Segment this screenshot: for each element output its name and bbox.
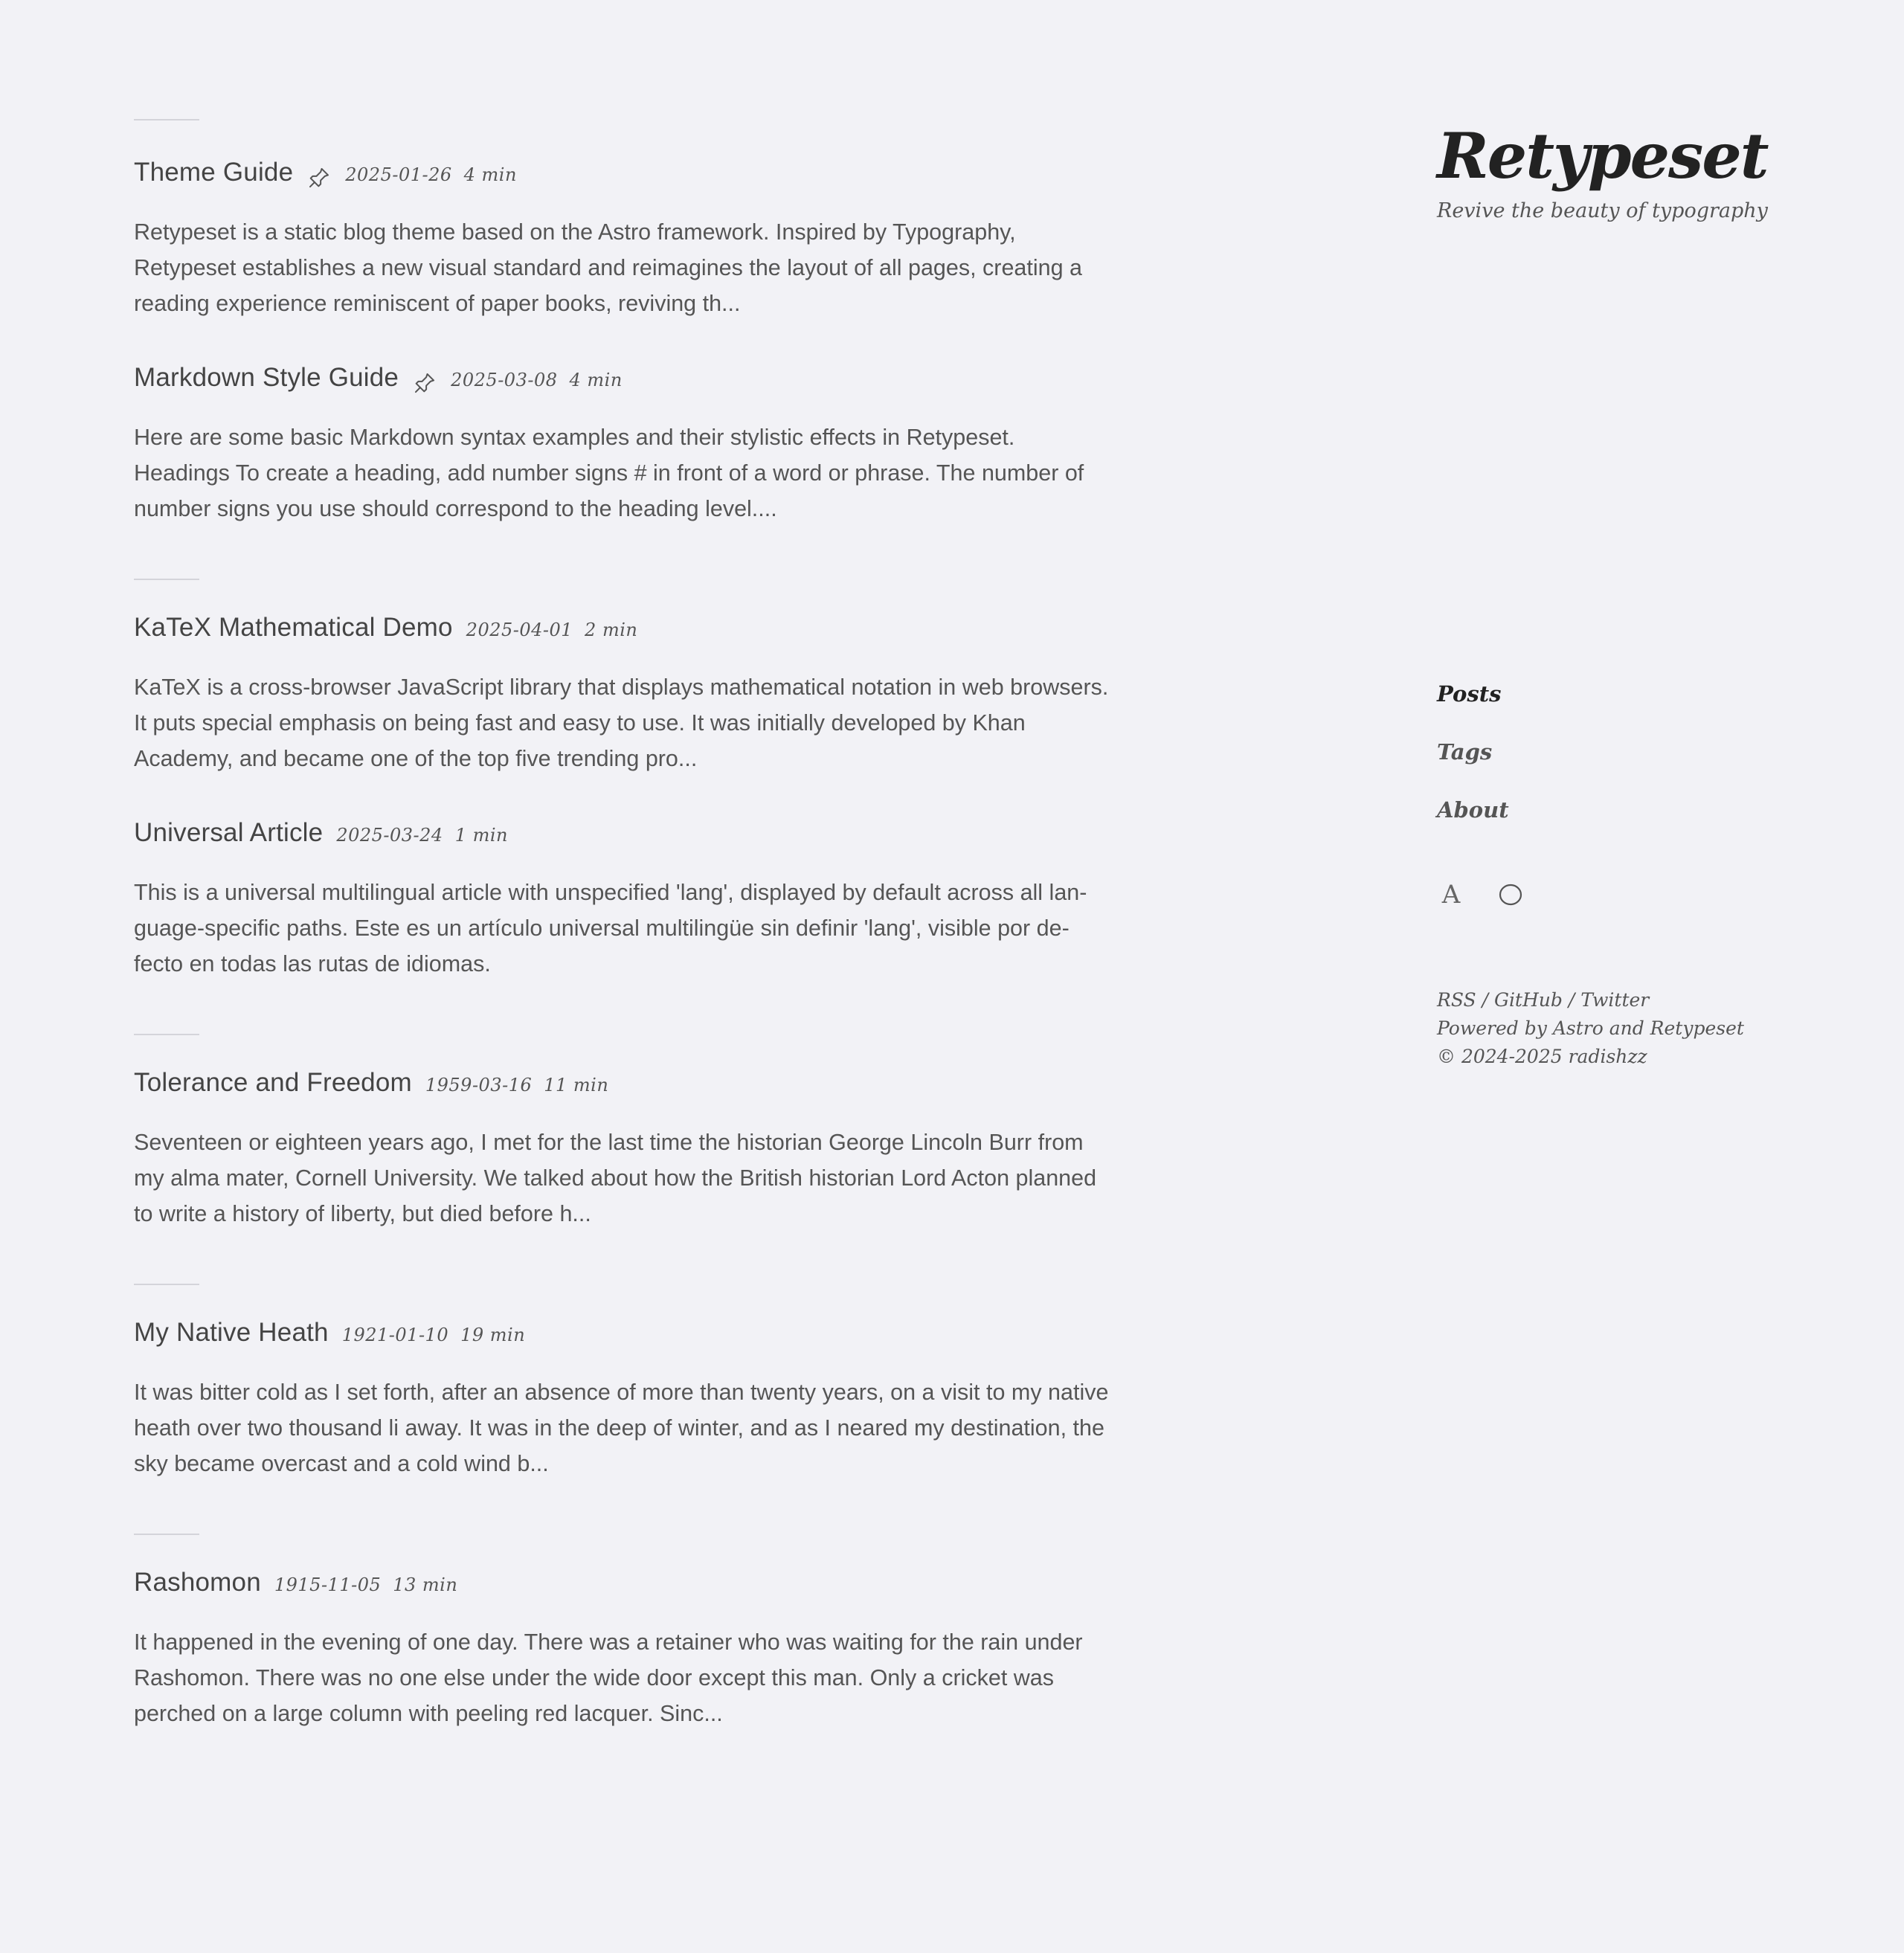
- post-meta: [274, 1574, 457, 1595]
- post-item: [134, 158, 1190, 321]
- excerpt-line: reading experience reminiscent of paper books, reviving th...: [134, 291, 741, 316]
- post-title-link[interactable]: Theme Guide: [134, 158, 294, 187]
- link-separator: /: [1476, 989, 1494, 1011]
- post-item: [134, 1568, 1190, 1731]
- excerpt-line: fecto en todas las rutas de idiomas.: [134, 951, 491, 977]
- copyright: © 2024-2025 radishzz: [1437, 1046, 1647, 1067]
- post-title-link[interactable]: Markdown Style Guide: [134, 363, 399, 392]
- nav-about[interactable]: About: [1437, 797, 1509, 823]
- excerpt-line: Seventeen or eighteen years ago, I met for the last time the historian George Lincoln Burr from: [134, 1130, 1084, 1155]
- post-meta: [425, 1075, 608, 1095]
- post-date: 2025-04-01: [466, 620, 573, 640]
- year-divider: [134, 579, 199, 580]
- excerpt-line: It happened in the evening of one day. There was a retainer who was waiting for the rain under: [134, 1629, 1083, 1655]
- post-excerpt: [134, 1374, 1190, 1481]
- excerpt-line: This is a universal multilingual article with unspecified 'lang', displayed by default across all lan-: [134, 880, 1087, 905]
- footer: [1437, 986, 1744, 1071]
- post-meta: [466, 620, 638, 640]
- excerpt-line: KaTeX is a cross-browser JavaScript library that displays mathematical notation in web browsers.: [134, 675, 1109, 700]
- toolbar: [1437, 881, 1556, 909]
- language-toggle[interactable]: A: [1441, 880, 1461, 910]
- read-time: 2 min: [585, 620, 638, 640]
- post-item: [134, 818, 1190, 982]
- excerpt-line: Headings To create a heading, add number signs # in front of a word or phrase. The number of: [134, 460, 1084, 486]
- main-nav: [1437, 665, 1509, 839]
- read-time: 13 min: [393, 1574, 458, 1595]
- excerpt-line: guage-specific paths. Este es un artículo universal multilingüe sin definir 'lang', visible por de-: [134, 916, 1070, 941]
- link-separator: /: [1562, 989, 1581, 1011]
- post-excerpt: [134, 1124, 1190, 1232]
- excerpt-line: Here are some basic Markdown syntax examples and their stylistic effects in Retypeset.: [134, 425, 1015, 450]
- nav-tags[interactable]: Tags: [1437, 739, 1493, 765]
- post-meta: [345, 164, 517, 185]
- excerpt-line: Rashomon. There was no one else under the wide door except this man. Only a cricket was: [134, 1665, 1055, 1690]
- post-date: 1915-11-05: [274, 1574, 382, 1595]
- footer-links: [1437, 986, 1744, 1014]
- post-item: [134, 1318, 1190, 1481]
- post-meta: [342, 1325, 525, 1345]
- sidebar: [1437, 119, 1824, 1067]
- post-date: 1921-01-10: [341, 1325, 449, 1345]
- post-meta: [451, 370, 623, 390]
- read-time: 11 min: [544, 1075, 609, 1095]
- post-excerpt: [134, 419, 1190, 527]
- year-divider: [134, 1034, 199, 1035]
- post-title-link[interactable]: Tolerance and Freedom: [134, 1068, 412, 1097]
- post-list: [134, 119, 1190, 1731]
- pin-icon: [412, 370, 437, 396]
- rss-link[interactable]: RSS: [1437, 989, 1476, 1011]
- read-time: 4 min: [569, 370, 623, 390]
- post-title-link[interactable]: Universal Article: [134, 818, 324, 847]
- post-item: [134, 1068, 1190, 1232]
- year-divider: [134, 1284, 199, 1285]
- excerpt-line: Retypeset establishes a new visual standard and reimagines the layout of all pages, creating a: [134, 255, 1082, 280]
- post-meta: [336, 825, 508, 846]
- excerpt-line: my alma mater, Cornell University. We talked about how the British historian Lord Acton planned: [134, 1165, 1097, 1191]
- year-divider: [134, 119, 199, 120]
- post-title-link[interactable]: KaTeX Mathematical Demo: [134, 613, 453, 642]
- excerpt-line: heath over two thousand li away. It was in the deep of winter, and as I neared my destination, the: [134, 1415, 1104, 1441]
- post-title-link[interactable]: My Native Heath: [134, 1318, 329, 1347]
- read-time: 1 min: [454, 825, 508, 846]
- site-title[interactable]: Retypeset: [1437, 119, 1768, 193]
- excerpt-line: Academy, and became one of the top five trending pro...: [134, 746, 698, 771]
- powered-by: Powered by Astro and Retypeset: [1437, 1017, 1744, 1039]
- post-excerpt: [134, 669, 1190, 776]
- site-subtitle: Revive the beauty of typography: [1437, 199, 1768, 222]
- post-date: 2025-03-24: [336, 825, 443, 846]
- excerpt-line: Retypeset is a static blog theme based on the Astro framework. Inspired by Typography,: [134, 219, 1016, 245]
- excerpt-line: sky became overcast and a cold wind b...: [134, 1451, 549, 1476]
- post-excerpt: [134, 214, 1190, 321]
- post-item: [134, 613, 1190, 776]
- excerpt-line: to write a history of liberty, but died before h...: [134, 1201, 591, 1226]
- excerpt-line: It was bitter cold as I set forth, after an absence of more than twenty years, on a visit to my native: [134, 1380, 1109, 1405]
- post-excerpt: [134, 1624, 1190, 1731]
- post-title-link[interactable]: Rashomon: [134, 1568, 261, 1597]
- post-date: 2025-03-08: [451, 370, 558, 390]
- post-item: [134, 363, 1190, 527]
- read-time: 19 min: [460, 1325, 526, 1345]
- theme-toggle-icon[interactable]: [1496, 881, 1525, 909]
- read-time: 4 min: [463, 164, 517, 185]
- post-date: 2025-01-26: [345, 164, 452, 185]
- github-link[interactable]: GitHub: [1493, 989, 1563, 1011]
- pin-icon: [306, 165, 332, 190]
- post-date: 1959-03-16: [425, 1075, 533, 1095]
- excerpt-line: number signs you use should correspond to the heading level....: [134, 496, 777, 521]
- twitter-link[interactable]: Twitter: [1580, 989, 1650, 1011]
- post-excerpt: [134, 875, 1190, 982]
- year-divider: [134, 1534, 199, 1535]
- excerpt-line: perched on a large column with peeling red lacquer. Sinc...: [134, 1701, 723, 1726]
- excerpt-line: It puts special emphasis on being fast and easy to use. It was initially developed by Khan: [134, 710, 1026, 736]
- nav-posts[interactable]: Posts: [1437, 681, 1502, 707]
